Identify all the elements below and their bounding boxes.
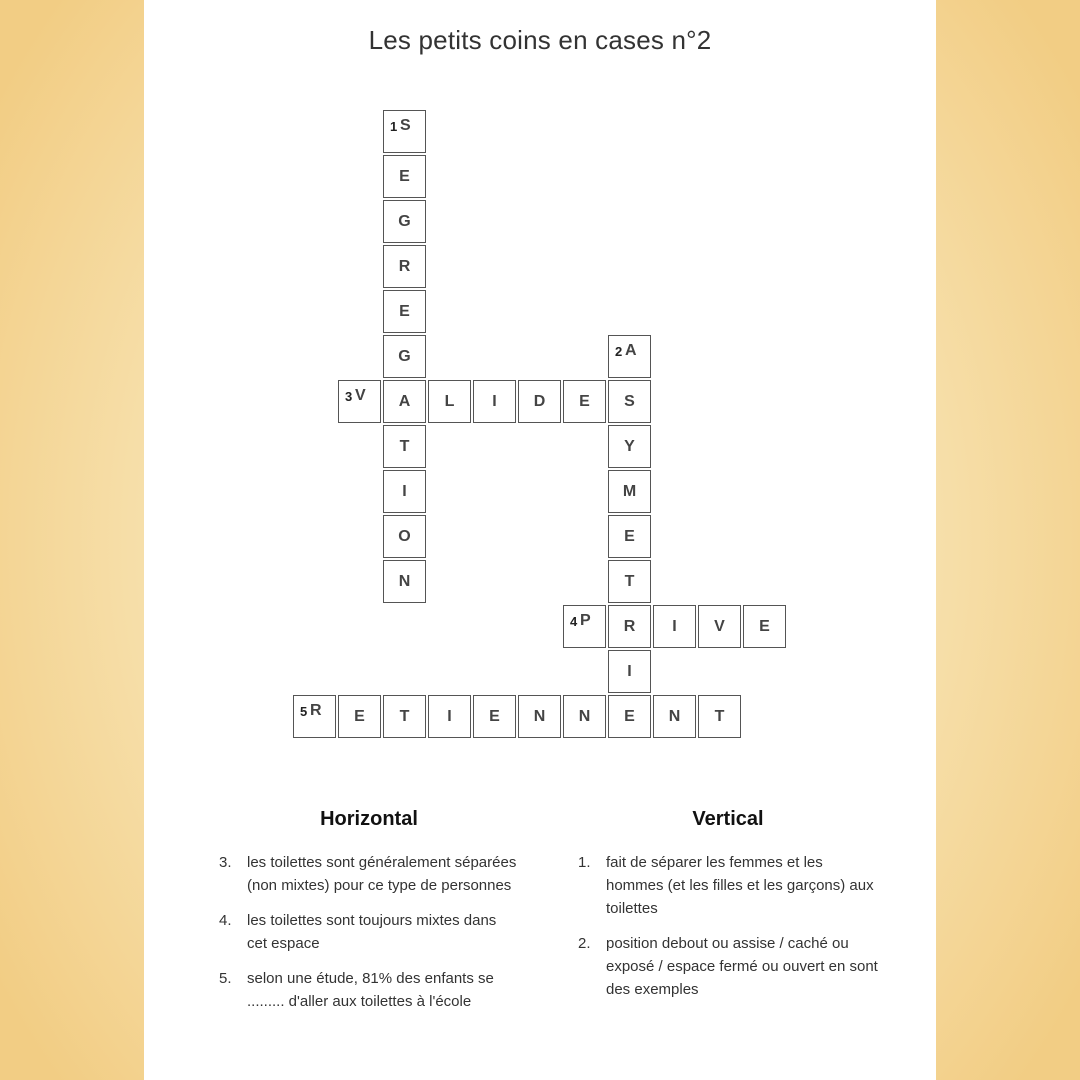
crossword-cell[interactable] [383,515,426,558]
crossword-cell[interactable] [563,695,606,738]
crossword-cell[interactable] [383,155,426,198]
crossword-cell[interactable] [383,560,426,603]
crossword-cell[interactable] [383,290,426,333]
crossword-cell[interactable] [698,695,741,738]
cell-letter: S [400,117,411,134]
crossword-cell[interactable] [518,695,561,738]
clue-item: 4. les toilettes sont toujours mixtes dans cet espace [219,912,497,952]
cell-number: 4 [570,614,578,629]
cell-letter: I [492,392,497,410]
vertical-heading: Vertical [692,808,764,830]
crossword-cell[interactable] [338,380,381,423]
cell-letter: T [399,437,410,455]
cell-letter: D [533,392,546,410]
cell-letter: E [399,302,410,320]
cell-letter: I [672,617,677,635]
cell-letter: I [627,662,632,680]
crossword-cell[interactable] [608,605,651,648]
crossword-cell[interactable] [383,380,426,423]
crossword-cell[interactable] [383,335,426,378]
cell-letter: V [355,387,366,404]
crossword-cell[interactable] [428,380,471,423]
crossword-cell[interactable] [383,200,426,243]
cell-letter: R [623,617,636,635]
cell-number: 1 [390,119,398,134]
cell-letter: N [533,707,546,725]
crossword-cell[interactable] [608,380,651,423]
crossword-cell[interactable] [608,425,651,468]
vertical-clues [578,808,878,1013]
crossword-cell[interactable] [608,560,651,603]
crossword-cell[interactable] [518,380,561,423]
crossword-cell[interactable] [608,515,651,558]
crossword-cell[interactable] [563,380,606,423]
crossword-cell[interactable] [563,605,606,648]
crossword-cell[interactable] [293,695,336,738]
clue-item: 3. les toilettes sont généralement séparées (non mixtes) pour ce type de personnes [219,854,517,894]
horizontal-heading: Horizontal [320,808,418,830]
cell-letter: T [624,572,635,590]
crossword-cell[interactable] [338,695,381,738]
clue-item: 2. position debout ou assise / caché ou exposé / espace fermé ou ouvert en sont des exemples [578,935,878,998]
cell-letter: T [714,707,725,725]
cell-letter: G [398,347,411,365]
crossword-cell[interactable] [473,380,516,423]
crossword-cell[interactable] [743,605,786,648]
cell-number: 5 [300,704,308,719]
cell-letter: A [398,392,411,410]
crossword-cell[interactable] [473,695,516,738]
crossword-cell[interactable] [608,650,651,693]
crossword-cell[interactable] [383,245,426,288]
cell-letter: O [398,527,411,545]
worksheet [144,0,936,1080]
cell-letter: A [625,342,637,359]
crossword-cell[interactable] [383,110,426,153]
cell-letter: M [622,482,637,500]
crossword-cell[interactable] [428,695,471,738]
cell-letter: I [447,707,452,725]
crossword-cell[interactable] [383,425,426,468]
crossword-cell[interactable] [383,470,426,513]
page-title: Les petits coins en cases n°2 [368,25,712,55]
cell-letter: T [399,707,410,725]
cell-letter: P [580,612,591,629]
cell-letter: E [399,167,410,185]
cell-letter: V [714,617,725,635]
crossword-cell[interactable] [608,695,651,738]
cell-letter: R [310,702,322,719]
cell-letter: E [579,392,590,410]
cell-letter: N [578,707,591,725]
cell-letter: S [624,392,635,410]
clue-item: 5. selon une étude, 81% des enfants se ......... d'aller aux toilettes à l'école [219,970,494,1010]
clue-item: 1. fait de séparer les femmes et les hommes (et les filles et les garçons) aux toilettes [578,854,874,917]
cell-letter: E [759,617,770,635]
cell-letter: R [398,257,411,275]
cell-letter: L [444,392,455,410]
cell-letter: E [489,707,500,725]
cell-letter: E [354,707,365,725]
crossword-cell[interactable] [608,335,651,378]
crossword-cell[interactable] [383,695,426,738]
crossword-grid [144,0,936,760]
cell-letter: G [398,212,411,230]
cell-number: 3 [345,389,353,404]
horizontal-clues [219,808,519,1025]
cell-number: 2 [615,344,623,359]
cell-letter: Y [624,437,635,455]
crossword-cell[interactable] [698,605,741,648]
cell-letter: E [624,527,635,545]
crossword-cell[interactable] [608,470,651,513]
cell-letter: N [668,707,681,725]
cell-letter: I [402,482,407,500]
cell-letter: N [398,572,411,590]
cell-letter: E [624,707,635,725]
crossword-cell[interactable] [653,605,696,648]
crossword-cell[interactable] [653,695,696,738]
